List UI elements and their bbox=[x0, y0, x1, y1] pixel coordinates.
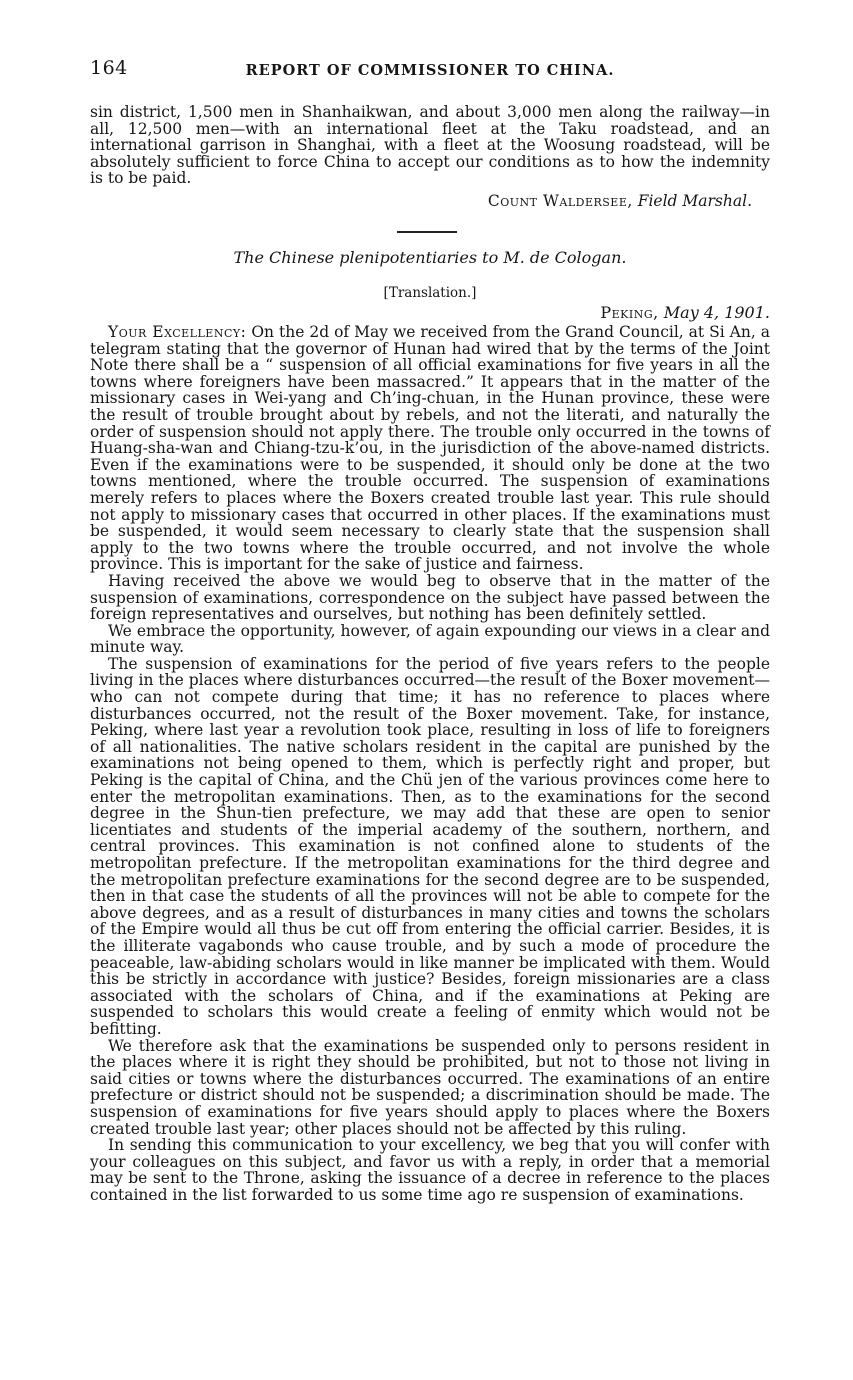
dateline-place: Peking, bbox=[600, 303, 659, 322]
dateline bbox=[90, 305, 770, 322]
translation-note: [Translation.] bbox=[383, 285, 477, 301]
letter-paragraph: Having received the above we would beg to observe that in the matter of the suspension of examinations, correspondence on the subject have passed between the foreign representatives and ourselves, but nothing has been definitely settled. bbox=[90, 571, 770, 624]
signature-title: Field Marshal. bbox=[637, 191, 752, 210]
opening-paragraph: sin district, 1,500 men in Shanhaikwan, and about 3,000 men along the railway—in all, 12,500 men—with an international fleet at the Taku roadstead, and an international garrison in Shanghai, with a fleet at the Woosung roadstead, will be absolutely sufficient to force China to accept our conditions as to how the indemnity is to be paid. bbox=[90, 103, 770, 188]
dateline-date: May 4, 1901. bbox=[663, 303, 770, 322]
section-divider bbox=[397, 231, 457, 233]
signature bbox=[90, 193, 752, 210]
letter-paragraph-text: On the 2d of May we received from the Grand Council, at Si An, a telegram stating that the governor of Hunan had wired that by the terms of the Joint Note there shall be a “ suspension of all official examinations for five years in all the towns where foreigners have been massacred.” It appears that in the matter of the missionary cases in Wei-yang and Ch’ing-chuan, in the Hunan province, these were the result of trouble brought about by rebels, and not the literati, and naturally the order of suspension should not apply there. The trouble only occurred in the towns of Huang-sha-wan and Chiang-tzu-k’ou, in the jurisdiction of the above-named districts. Even if the examinations were to be suspended, it should only be done at the two towns mentioned, where the trouble occurred. The suspension of examinations merely refers to places where the Boxers created trouble last year. This rule should not apply to missionary cases that occurred in other places. If the examinations must be suspended, it would seem necessary to clearly state that the suspension shall apply to the two towns where the trouble occurred, and not involve the whole province. This is important for the sake of justice and fairness. bbox=[90, 323, 770, 574]
opening-section bbox=[90, 104, 770, 210]
salutation: Your Excellency: bbox=[108, 323, 247, 341]
letter-paragraph: In sending this communication to your excellency, we beg that you will confer with your colleagues on this subject, and favor us with a reply, in order that a memorial may be sent to the Throne, asking the issuance of a decree in reference to the places contained in the list forwarded to us some time ago re suspension of examinations. bbox=[90, 1136, 770, 1204]
page-number: 164 bbox=[90, 57, 128, 79]
letter-body bbox=[90, 324, 770, 1203]
page-header bbox=[90, 57, 770, 84]
letter-paragraph bbox=[90, 324, 770, 573]
running-title: REPORT OF COMMISSIONER TO CHINA. bbox=[245, 62, 615, 79]
letter-paragraph: We therefore ask that the examinations be suspended only to persons resident in the places where it is right they should be prohibited, but not to those not living in said cities or towns where the disturbances occurred. The examinations of an entire prefecture or district should not be suspended; a discrimination should be made. The suspension of examinations for five years should apply to places where the Boxers created trouble last year; other places should not be affected by this ruling. bbox=[90, 1036, 770, 1138]
signature-name: Count Waldersee, bbox=[487, 191, 633, 210]
letter-title: The Chinese plenipotentiaries to M. de Cologan. bbox=[233, 248, 627, 267]
letter-paragraph: We embrace the opportunity, however, of again expounding our views in a clear and minute way. bbox=[90, 621, 770, 657]
letter-paragraph: The suspension of examinations for the period of five years refers to the people living in the places where disturbances occurred—the result of the Boxer movement—who can not compete during that time; it has no reference to places where disturbances occurred, not the result of the Boxer movement. Take, for instance, Peking, where last year a revolution took place, resulting in loss of life to foreigners of all nationalities. The native scholars resident in the capital are punished by the examinations not being opened to them, which is perfectly right and proper, but Peking is the capital of China, and the Chü jen of the various provinces come here to enter the metropolitan examinations. Then, as to the examinations for the second degree in the Shun-tien prefecture, we may add that these are open to senior licentiates and students of the imperial academy of the southern, northern, and central provinces. This examination is not confined alone to students of the metropolitan prefecture. If the metropolitan examinations for the third degree and the metropolitan prefecture examinations for the second degree are to be suspended, then in that case the students of all the provinces will not be able to compete for the above degrees, and as a result of disturbances in many cities and towns the scholars of the Empire would all thus be cut off from entering the official carrier. Besides, it is the illiterate vagabonds who cause trouble, and by such a mode of procedure the peaceable, law-abiding scholars would in like manner be implicated with them. Would this be strictly in accordance with justice? Besides, foreign missionaries are a class associated with the scholars of China, and if the examinations at Peking are suspended to scholars this would create a feeling of enmity which would not be befitting. bbox=[90, 654, 770, 1038]
